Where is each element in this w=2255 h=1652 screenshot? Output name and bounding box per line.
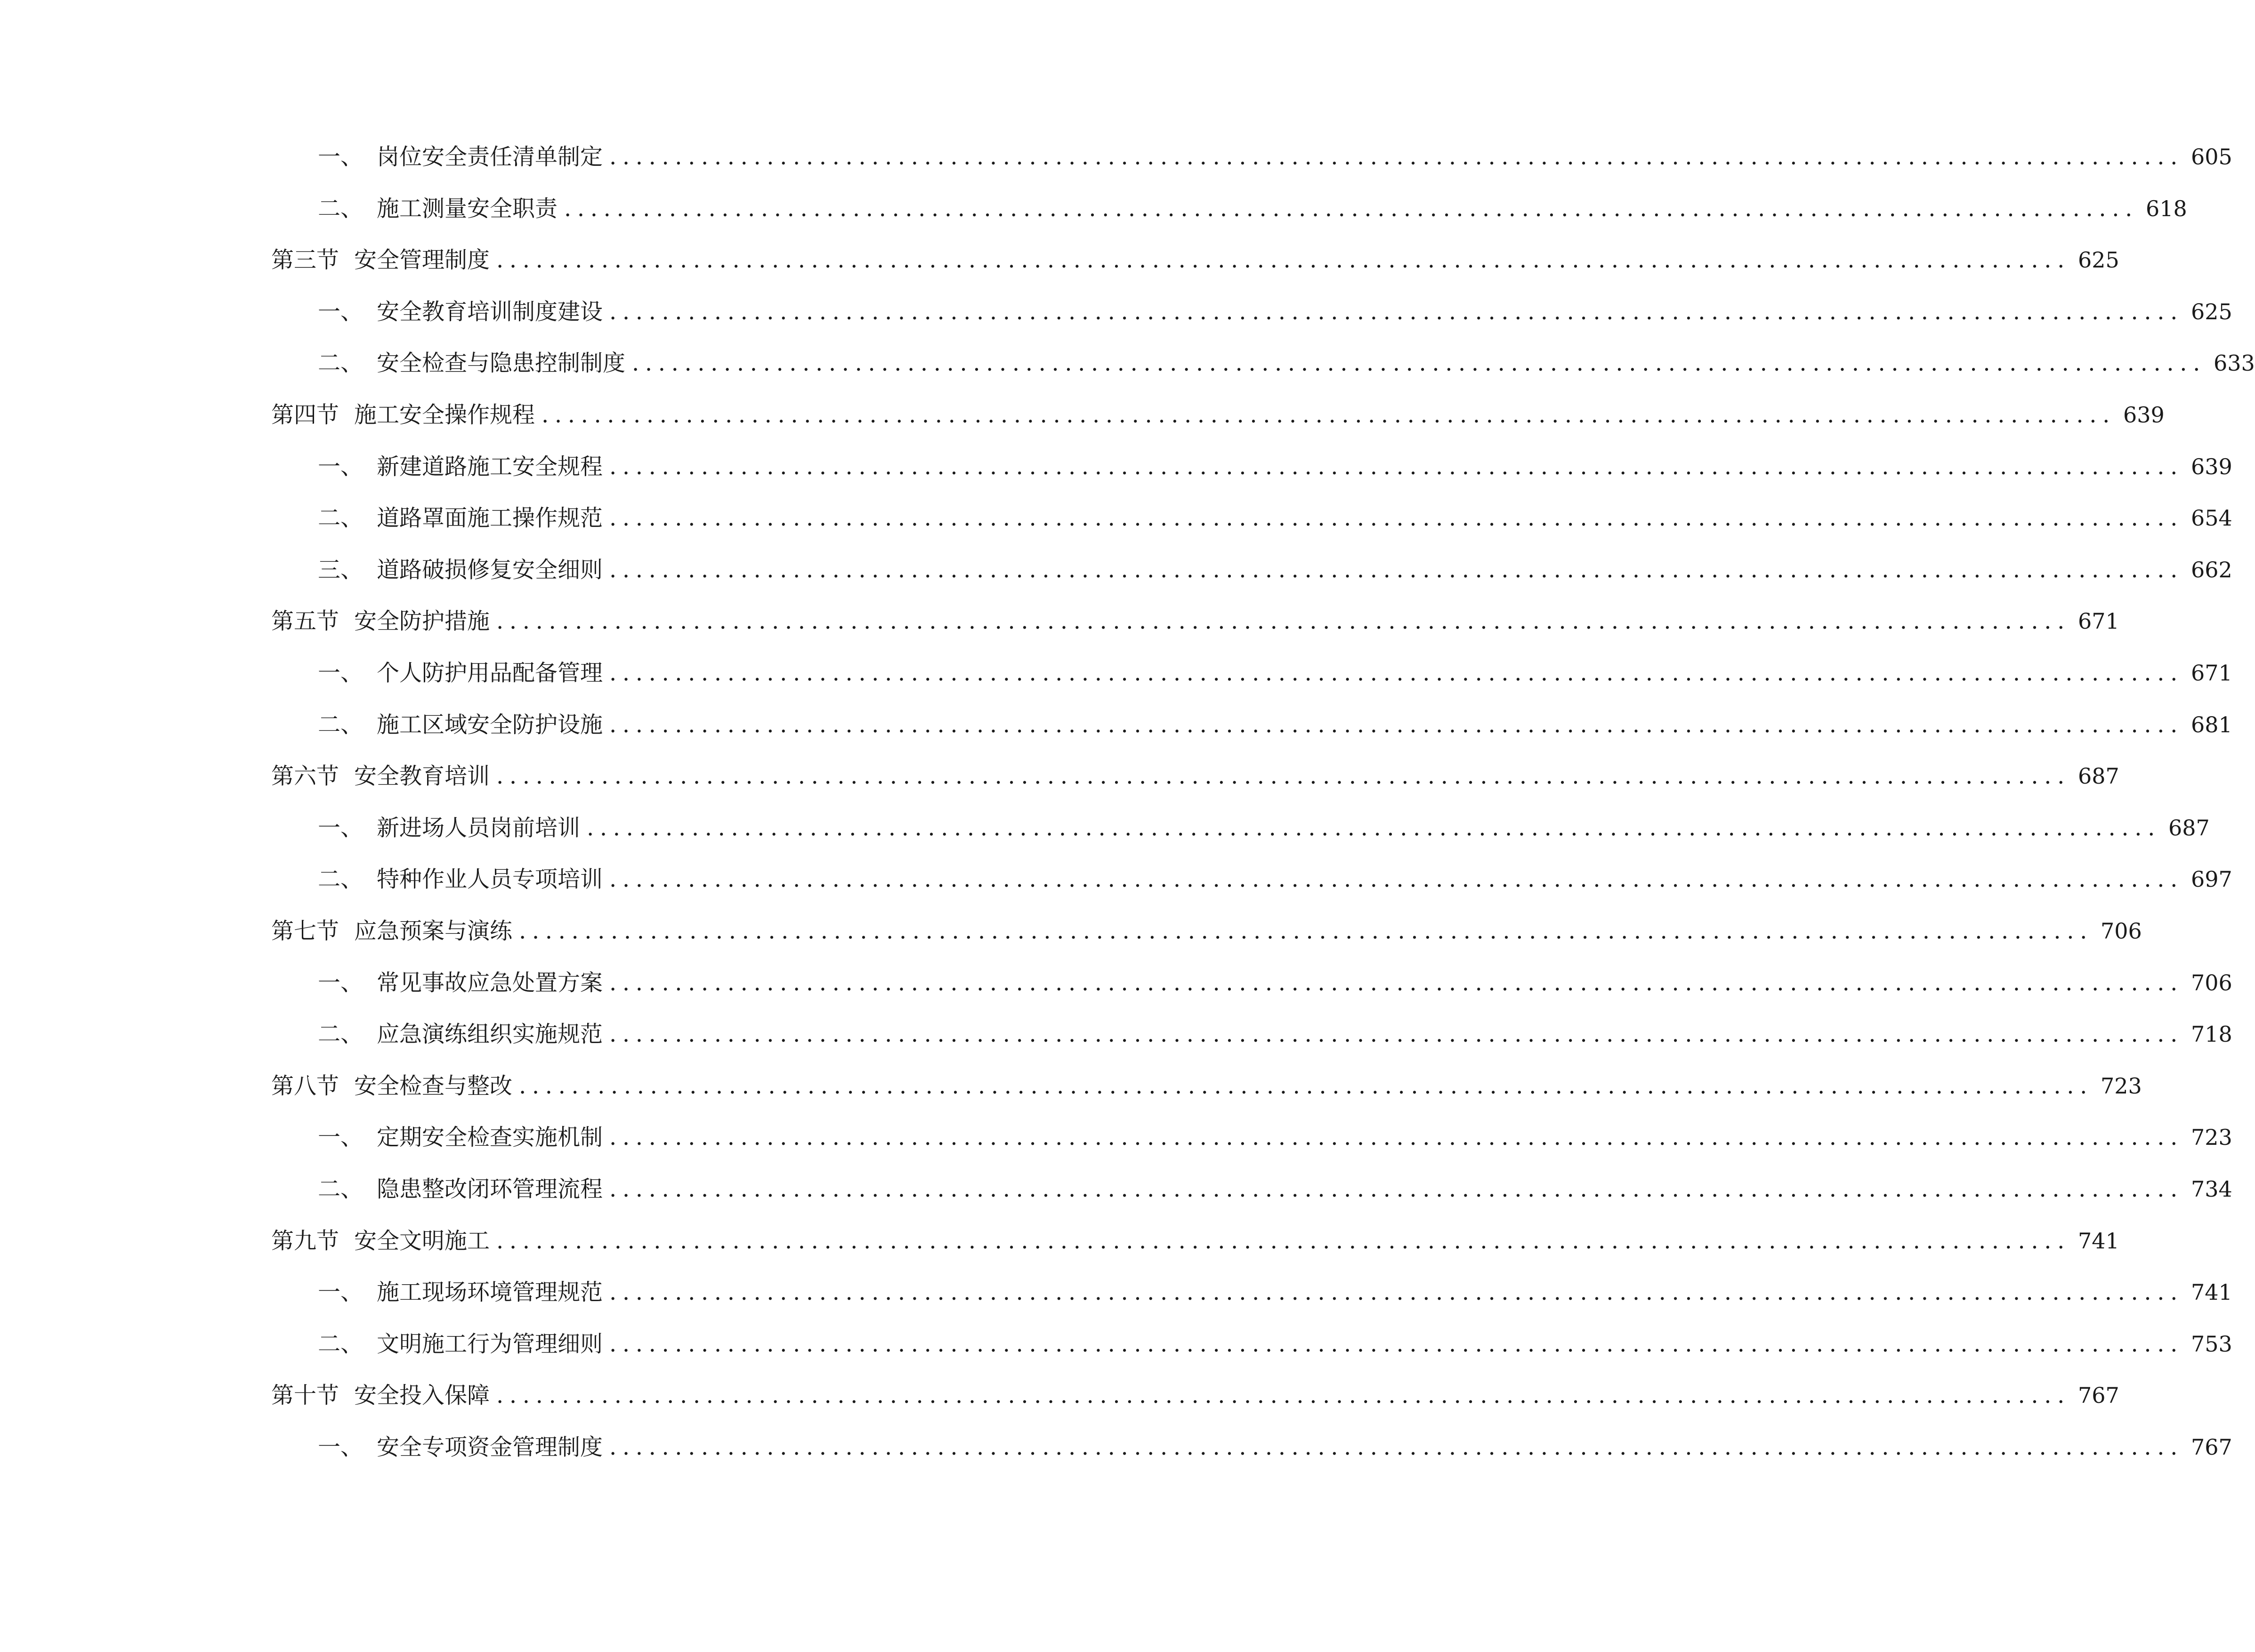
toc-subsection-entry[interactable] [318,138,2232,176]
toc-entry-number: 一、 [318,970,364,996]
toc-entry-title: 应急演练组织实施规范 [377,1021,603,1047]
toc-entry-label [318,1325,603,1363]
toc-page-number: 654 [2190,505,2232,531]
toc-page-number: 767 [2077,1383,2119,1408]
toc-entry-title: 安全专项资金管理制度 [377,1434,603,1460]
toc-dot-leader: ........................................................................................................................ [609,712,2183,738]
toc-page-number: 753 [2190,1331,2232,1357]
toc-entry-title: 个人防护用品配备管理 [377,660,603,686]
toc-dot-leader: ........................................................................................................................ [609,1021,2183,1047]
toc-entry-number: 第四节 [271,402,339,428]
toc-entry-number: 二、 [318,1331,364,1357]
toc-dot-leader: ........................................................................................................................ [609,1176,2183,1202]
toc-entry-label [318,1170,603,1208]
toc-page-number: 723 [2190,1125,2232,1150]
toc-entry-title: 常见事故应急处置方案 [377,970,603,996]
toc-entry-title: 应急预案与演练 [354,918,513,944]
toc-page-number: 706 [2100,918,2142,944]
toc-entry-label [318,551,603,589]
toc-entry-label [318,706,603,744]
toc-entry-number: 二、 [318,1021,364,1047]
toc-section-entry[interactable] [271,396,2165,434]
toc-entry-label [318,1273,603,1311]
toc-entry-title: 道路破损修复安全细则 [377,557,603,583]
toc-entry-number: 第八节 [271,1073,339,1099]
toc-entry-label [318,860,603,898]
toc-subsection-entry[interactable] [318,1428,2232,1466]
toc-entry-label [318,654,603,692]
toc-dot-leader: ........................................................................................................................ [542,402,2116,428]
toc-page-number: 618 [2145,196,2187,221]
toc-page-number: 741 [2077,1228,2119,1254]
toc-entry-label [318,344,625,382]
toc-entry-number: 一、 [318,1279,364,1305]
toc-entry-number: 一、 [318,815,364,841]
toc-entry-label [318,1428,603,1466]
toc-dot-leader: ........................................................................................................................ [609,299,2183,325]
toc-dot-leader: ........................................................................................................................ [609,1279,2183,1305]
toc-section-entry[interactable] [271,757,2119,795]
toc-subsection-entry[interactable] [318,1015,2232,1053]
toc-subsection-entry[interactable] [318,190,2187,227]
toc-section-entry[interactable] [271,241,2119,279]
toc-entry-label [271,602,490,640]
toc-entry-label [271,912,512,950]
toc-entry-title: 安全检查与隐患控制制度 [377,350,626,376]
toc-entry-label [318,138,603,176]
toc-subsection-entry[interactable] [318,1118,2232,1156]
toc-entry-label [318,1015,603,1053]
toc-entry-number: 第六节 [271,763,339,789]
toc-entry-number: 二、 [318,505,364,531]
toc-dot-leader: ........................................................................................................................ [496,247,2070,273]
toc-entry-number: 二、 [318,712,364,738]
toc-entry-label [271,1222,490,1260]
toc-entry-number: 一、 [318,1434,364,1460]
toc-section-entry[interactable] [271,1067,2142,1105]
toc-dot-leader: ........................................................................................................................ [609,1124,2183,1150]
toc-entry-label [318,190,558,227]
toc-entry-title: 特种作业人员专项培训 [377,866,603,892]
toc-entry-title: 安全投入保障 [354,1382,490,1409]
toc-page-number: 639 [2190,454,2232,479]
toc-subsection-entry[interactable] [318,499,2232,537]
toc-dot-leader: ........................................................................................................................ [496,1382,2070,1409]
toc-dot-leader: ........................................................................................................................ [496,1228,2070,1254]
toc-entry-label [318,448,603,486]
toc-entry-number: 第九节 [271,1228,339,1254]
toc-entry-label [271,241,490,279]
toc-dot-leader: ........................................................................................................................ [609,453,2183,480]
toc-section-entry[interactable] [271,912,2142,950]
toc-dot-leader: ........................................................................................................................ [587,815,2161,841]
toc-dot-leader: ........................................................................................................................ [609,1434,2183,1460]
toc-entry-number: 第三节 [271,247,339,273]
toc-entry-number: 第十节 [271,1382,339,1409]
toc-entry-label [318,499,603,537]
toc-dot-leader: ........................................................................................................................ [609,866,2183,892]
toc-entry-title: 安全检查与整改 [354,1073,513,1099]
toc-entry-title: 安全教育培训 [354,763,490,789]
toc-entry-title: 安全教育培训制度建设 [377,299,603,325]
toc-subsection-entry[interactable] [318,1273,2232,1311]
toc-entry-label [271,1067,512,1105]
toc-entry-title: 安全文明施工 [354,1228,490,1254]
toc-entry-title: 定期安全检查实施机制 [377,1124,603,1150]
toc-dot-leader: ........................................................................................................................ [609,144,2183,170]
toc-subsection-entry[interactable] [318,706,2232,744]
toc-entry-title: 施工现场环境管理规范 [377,1279,603,1305]
toc-entry-title: 施工安全操作规程 [354,402,535,428]
toc-entry-title: 安全防护措施 [354,608,490,634]
toc-page-number: 687 [2077,763,2119,789]
toc-dot-leader: ........................................................................................................................ [632,350,2206,376]
toc-entry-label [318,964,603,1002]
toc-subsection-entry[interactable] [318,1170,2232,1208]
toc-page-number: 671 [2190,660,2232,686]
toc-page-number: 723 [2100,1073,2142,1099]
toc-subsection-entry[interactable] [318,654,2232,692]
toc-entry-number: 二、 [318,195,364,222]
toc-dot-leader: ........................................................................................................................ [609,1331,2183,1357]
toc-page-number: 741 [2190,1279,2232,1305]
toc-entry-number: 三、 [318,557,364,583]
toc-entry-label [318,1118,603,1156]
toc-subsection-entry[interactable] [318,809,2210,847]
toc-entry-number: 一、 [318,453,364,480]
toc-entry-number: 第七节 [271,918,339,944]
toc-page-number: 767 [2190,1434,2232,1460]
toc-entry-number: 一、 [318,1124,364,1150]
toc-page-number: 662 [2190,557,2232,583]
toc-entry-title: 岗位安全责任清单制定 [377,144,603,170]
toc-entry-title: 施工测量安全职责 [377,195,558,222]
toc-entry-label [271,396,535,434]
toc-subsection-entry[interactable] [318,1325,2232,1363]
toc-entry-number: 二、 [318,350,364,376]
toc-page-number: 706 [2190,970,2232,996]
toc-dot-leader: ........................................................................................................................ [519,1073,2093,1099]
toc-page-number: 633 [2213,350,2255,376]
toc-entry-number: 一、 [318,144,364,170]
toc-page-number: 625 [2077,247,2119,273]
toc-entry-title: 新进场人员岗前培训 [377,815,581,841]
toc-entry-number: 一、 [318,299,364,325]
toc-subsection-entry[interactable] [318,448,2232,486]
toc-page-number: 605 [2190,144,2232,170]
toc-entry-label [271,757,490,795]
toc-entry-title: 隐患整改闭环管理流程 [377,1176,603,1202]
toc-subsection-entry[interactable] [318,344,2255,382]
toc-page-number: 681 [2190,712,2232,737]
toc-dot-leader: ........................................................................................................................ [609,660,2183,686]
toc-subsection-entry[interactable] [318,860,2232,898]
toc-section-entry[interactable] [271,602,2119,640]
toc-subsection-entry[interactable] [318,551,2232,589]
toc-dot-leader: ........................................................................................................................ [496,608,2070,634]
toc-subsection-entry[interactable] [318,293,2232,331]
toc-dot-leader: ........................................................................................................................ [609,970,2183,996]
toc-section-entry[interactable] [271,1377,2119,1414]
toc-dot-leader: ........................................................................................................................ [519,918,2093,944]
toc-dot-leader: ........................................................................................................................ [496,763,2070,789]
toc-page-number: 671 [2077,608,2119,634]
toc-entry-title: 文明施工行为管理细则 [377,1331,603,1357]
toc-page-number: 718 [2190,1021,2232,1047]
toc-entry-title: 新建道路施工安全规程 [377,453,603,480]
toc-entry-number: 一、 [318,660,364,686]
toc-entry-number: 第五节 [271,608,339,634]
toc-entry-title: 安全管理制度 [354,247,490,273]
toc-dot-leader: ........................................................................................................................ [609,557,2183,583]
toc-section-entry[interactable] [271,1222,2119,1260]
toc-entry-label [318,293,603,331]
toc-entry-title: 施工区域安全防护设施 [377,712,603,738]
toc-dot-leader: ........................................................................................................................ [564,195,2138,222]
toc-page-number: 639 [2123,402,2165,428]
toc-entry-number: 二、 [318,1176,364,1202]
toc-entry-label [318,809,580,847]
toc-page-number: 687 [2168,815,2210,841]
toc-subsection-entry[interactable] [318,964,2232,1002]
toc-page-number: 734 [2190,1176,2232,1202]
toc-entry-label [271,1377,490,1414]
toc-entry-title: 道路罩面施工操作规范 [377,505,603,531]
toc-entry-number: 二、 [318,866,364,892]
toc-page-number: 697 [2190,866,2232,892]
toc-dot-leader: ........................................................................................................................ [609,505,2183,531]
toc-page-number: 625 [2190,299,2232,324]
